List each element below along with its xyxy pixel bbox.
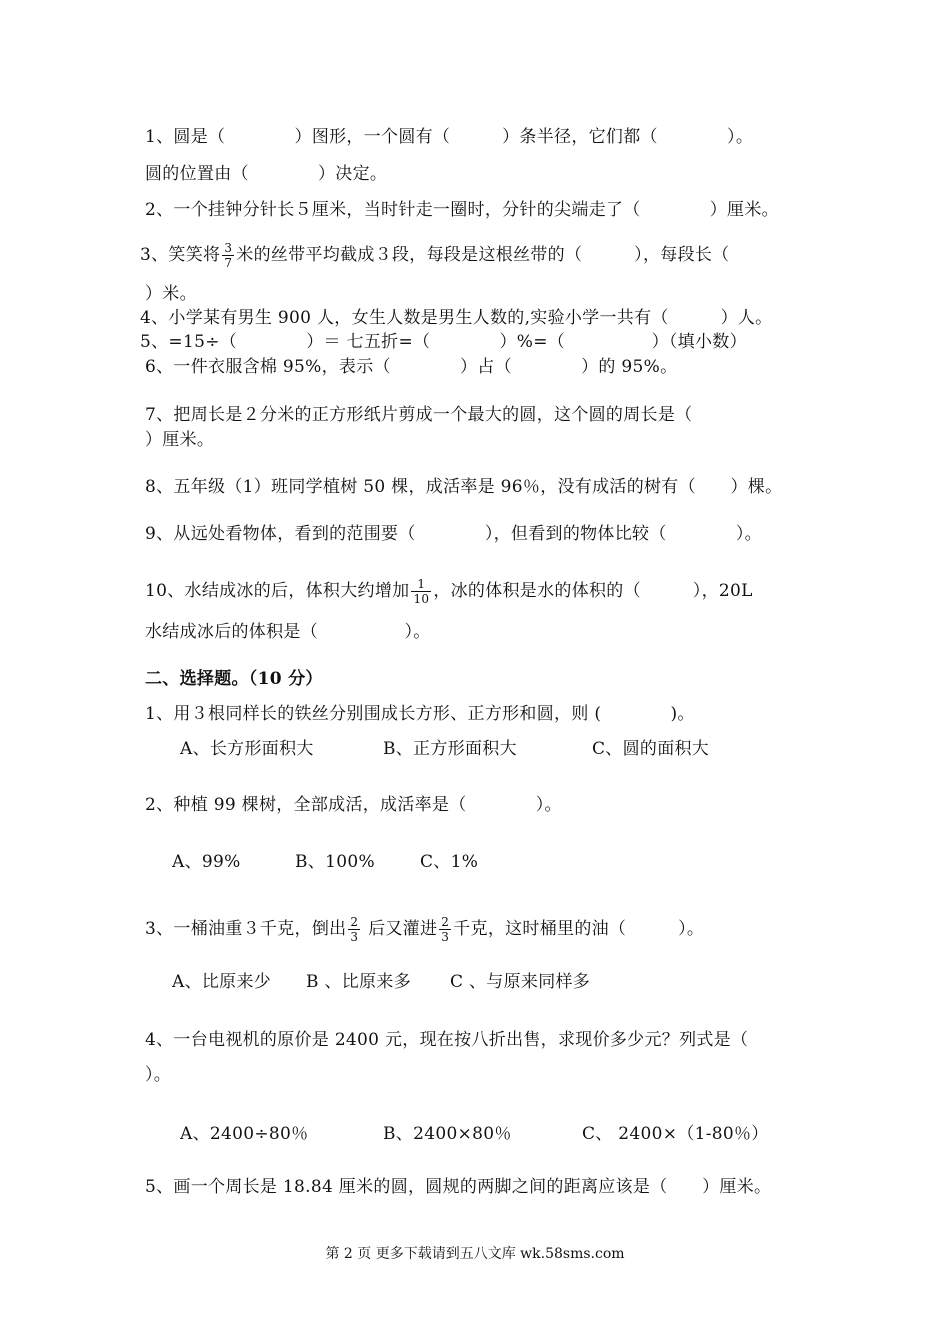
question-10-text-before: 10、水结成冰的后，体积大约增加	[145, 581, 410, 601]
question-10-line-2: 水结成冰后的体积是（ ）。	[145, 622, 431, 642]
question-3-line-1	[140, 240, 729, 270]
question-2: 2、一个挂钟分针长５厘米，当时针走一圈时，分针的尖端走了（ ）厘米。	[145, 200, 779, 220]
choice-question-4-line-1: 4、一台电视机的原价是 2400 元，现在按八折出售，求现价多少元？列式是（	[145, 1030, 749, 1050]
choice-3-text-before: 3、一桶油重３千克，倒出	[145, 919, 347, 939]
choice-3-text-after: 千克，这时桶里的油（ ）。	[453, 919, 705, 939]
question-10-line-1	[145, 574, 753, 608]
question-3-line-2: ）米。	[145, 284, 197, 304]
question-3-text-before: 3、笑笑将	[140, 245, 221, 265]
page-footer: 第 2 页 更多下载请到五八文库 wk.58sms.com	[325, 1246, 625, 1262]
choice-question-1: 1、用３根同样长的铁丝分别围成长方形、正方形和圆，则 ( )。	[145, 704, 695, 724]
question-1-line-2: 圆的位置由（ ）决定。	[145, 164, 388, 184]
question-7-line-2: ）厘米。	[145, 430, 215, 450]
question-8: 8、五年级（1）班同学植树 50 棵，成活率是 96％，没有成活的树有（ ）棵。	[145, 477, 783, 497]
choice-3-option-a: A、比原来少	[172, 972, 272, 992]
choice-3-option-c: C 、与原来同样多	[450, 972, 591, 992]
choice-2-option-c: C、1%	[420, 852, 479, 872]
choice-3-fraction-1-denominator: 3	[350, 930, 359, 944]
choice-4-option-a: A、2400÷80％	[180, 1124, 309, 1144]
question-1-line-1: 1、圆是（ ）图形，一个圆有（ ）条半径，它们都（ ）。	[145, 127, 754, 147]
choice-3-text-middle: 后又灌进	[368, 919, 438, 939]
choice-4-option-b: B、2400×80％	[383, 1124, 512, 1144]
choice-3-fraction-1-numerator: 2	[350, 915, 359, 929]
choice-question-3	[145, 912, 704, 946]
question-6: 6、一件衣服含棉 95%，表示（ ）占（ ）的 95%。	[145, 357, 678, 377]
choice-3-fraction-1	[348, 915, 360, 944]
question-3-fraction-denominator: 7	[224, 256, 233, 270]
choice-1-option-c: C、圆的面积大	[592, 739, 710, 759]
choice-1-option-b: B、正方形面积大	[383, 739, 517, 759]
choice-3-option-b: B 、比原来多	[306, 972, 411, 992]
choice-2-option-b: B、100%	[295, 852, 375, 872]
choice-1-option-a: A、长方形面积大	[180, 739, 314, 759]
choice-2-option-a: A、99%	[172, 852, 241, 872]
question-10-text-after: ，冰的体积是水的体积的（ ），20L	[433, 581, 753, 601]
question-7-line-1: 7、把周长是２分米的正方形纸片剪成一个最大的圆，这个圆的周长是（	[145, 405, 693, 425]
question-3-fraction	[222, 241, 234, 270]
question-5: 5、=15÷（ ）＝ 七五折=（ ）%=（ ）（填小数）	[140, 332, 747, 352]
choice-question-5: 5、画一个周长是 18.84 厘米的圆，圆规的两脚之间的距离应该是（ ）厘米。	[145, 1177, 772, 1197]
choice-3-fraction-2-denominator: 3	[441, 930, 450, 944]
choice-3-fraction-2	[439, 915, 451, 944]
question-10-fraction	[411, 577, 431, 606]
choice-3-fraction-2-numerator: 2	[441, 915, 450, 929]
section-heading-choice: 二、选择题。（10 分）	[145, 669, 323, 689]
question-9: 9、从远处看物体，看到的范围要（ ），但看到的物体比较（ ）。	[145, 524, 762, 544]
question-10-fraction-denominator: 10	[413, 592, 430, 606]
choice-question-4-line-2: ）。	[145, 1065, 172, 1085]
question-10-fraction-numerator: 1	[411, 577, 431, 592]
choice-question-2: 2、种植 99 棵树，全部成活，成活率是（ ）。	[145, 795, 562, 815]
choice-4-option-c: C、 2400×（1-80％）	[582, 1124, 769, 1144]
question-3-text-after: 米的丝带平均截成３段，每段是这根丝带的（ ），每段长（	[236, 245, 730, 265]
question-3-fraction-numerator: 3	[224, 241, 233, 255]
question-4: 4、小学某有男生 900 人，女生人数是男生人数的,实验小学一共有（ ）人。	[140, 308, 773, 328]
